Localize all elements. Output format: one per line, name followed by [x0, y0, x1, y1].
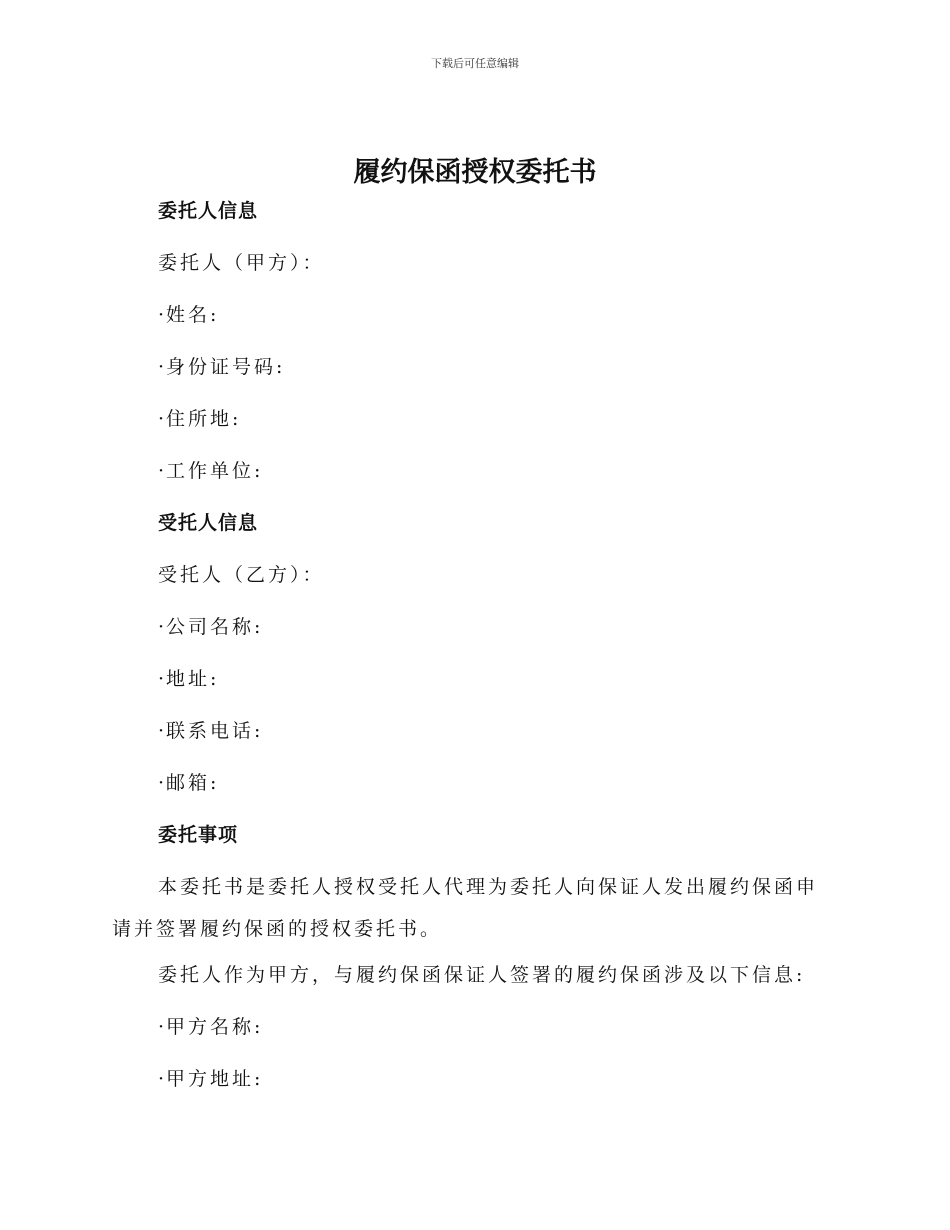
matters-paragraph-2: 委托人作为甲方，与履约保函保证人签署的履约保函涉及以下信息:	[158, 964, 806, 986]
bullet-dot: ·	[158, 772, 165, 794]
agent-intro: 受托人（乙方）：	[158, 564, 325, 586]
principal-field-name: 姓名:	[166, 304, 220, 326]
matters-field-party-a-address: 甲方地址:	[166, 1068, 264, 1090]
list-item	[112, 768, 832, 820]
section-heading-principal: 委托人信息	[158, 200, 259, 222]
matters-field-party-a-name: 甲方名称:	[166, 1016, 264, 1038]
list-item	[112, 716, 832, 768]
list-item	[112, 1012, 832, 1064]
list-item	[112, 664, 832, 716]
principal-field-residence: 住所地:	[166, 408, 242, 430]
principal-field-employer: 工作单位:	[166, 460, 264, 482]
principal-intro: 委托人（甲方）：	[158, 252, 325, 274]
list-item	[112, 404, 832, 456]
bullet-dot: ·	[158, 1068, 165, 1090]
bullet-dot: ·	[158, 304, 165, 326]
bullet-dot: ·	[158, 460, 165, 482]
bullet-dot: ·	[158, 616, 165, 638]
list-item	[112, 300, 832, 352]
list-item	[112, 612, 832, 664]
list-item	[112, 352, 832, 404]
bullet-dot: ·	[158, 720, 165, 742]
bullet-dot: ·	[158, 668, 165, 690]
document-title: 履约保函授权委托书	[353, 157, 597, 188]
bullet-dot: ·	[158, 356, 165, 378]
agent-field-address: 地址:	[166, 668, 220, 690]
bullet-dot: ·	[158, 408, 165, 430]
page-header-note: 下载后可任意编辑	[431, 57, 519, 70]
agent-field-email: 邮箱:	[166, 772, 220, 794]
list-item	[112, 1064, 832, 1116]
matters-paragraph-1: 本委托书是委托人授权受托人代理为委托人向保证人发出履约保函申请并签署履约保函的授权委托书。	[112, 876, 819, 940]
principal-field-id-number: 身份证号码:	[166, 356, 286, 378]
list-item	[112, 456, 832, 508]
agent-field-phone: 联系电话:	[166, 720, 264, 742]
agent-field-company: 公司名称:	[166, 616, 264, 638]
document-body	[112, 196, 832, 1116]
section-heading-matters: 委托事项	[158, 824, 239, 846]
section-heading-agent: 受托人信息	[158, 512, 259, 534]
bullet-dot: ·	[158, 1016, 165, 1038]
